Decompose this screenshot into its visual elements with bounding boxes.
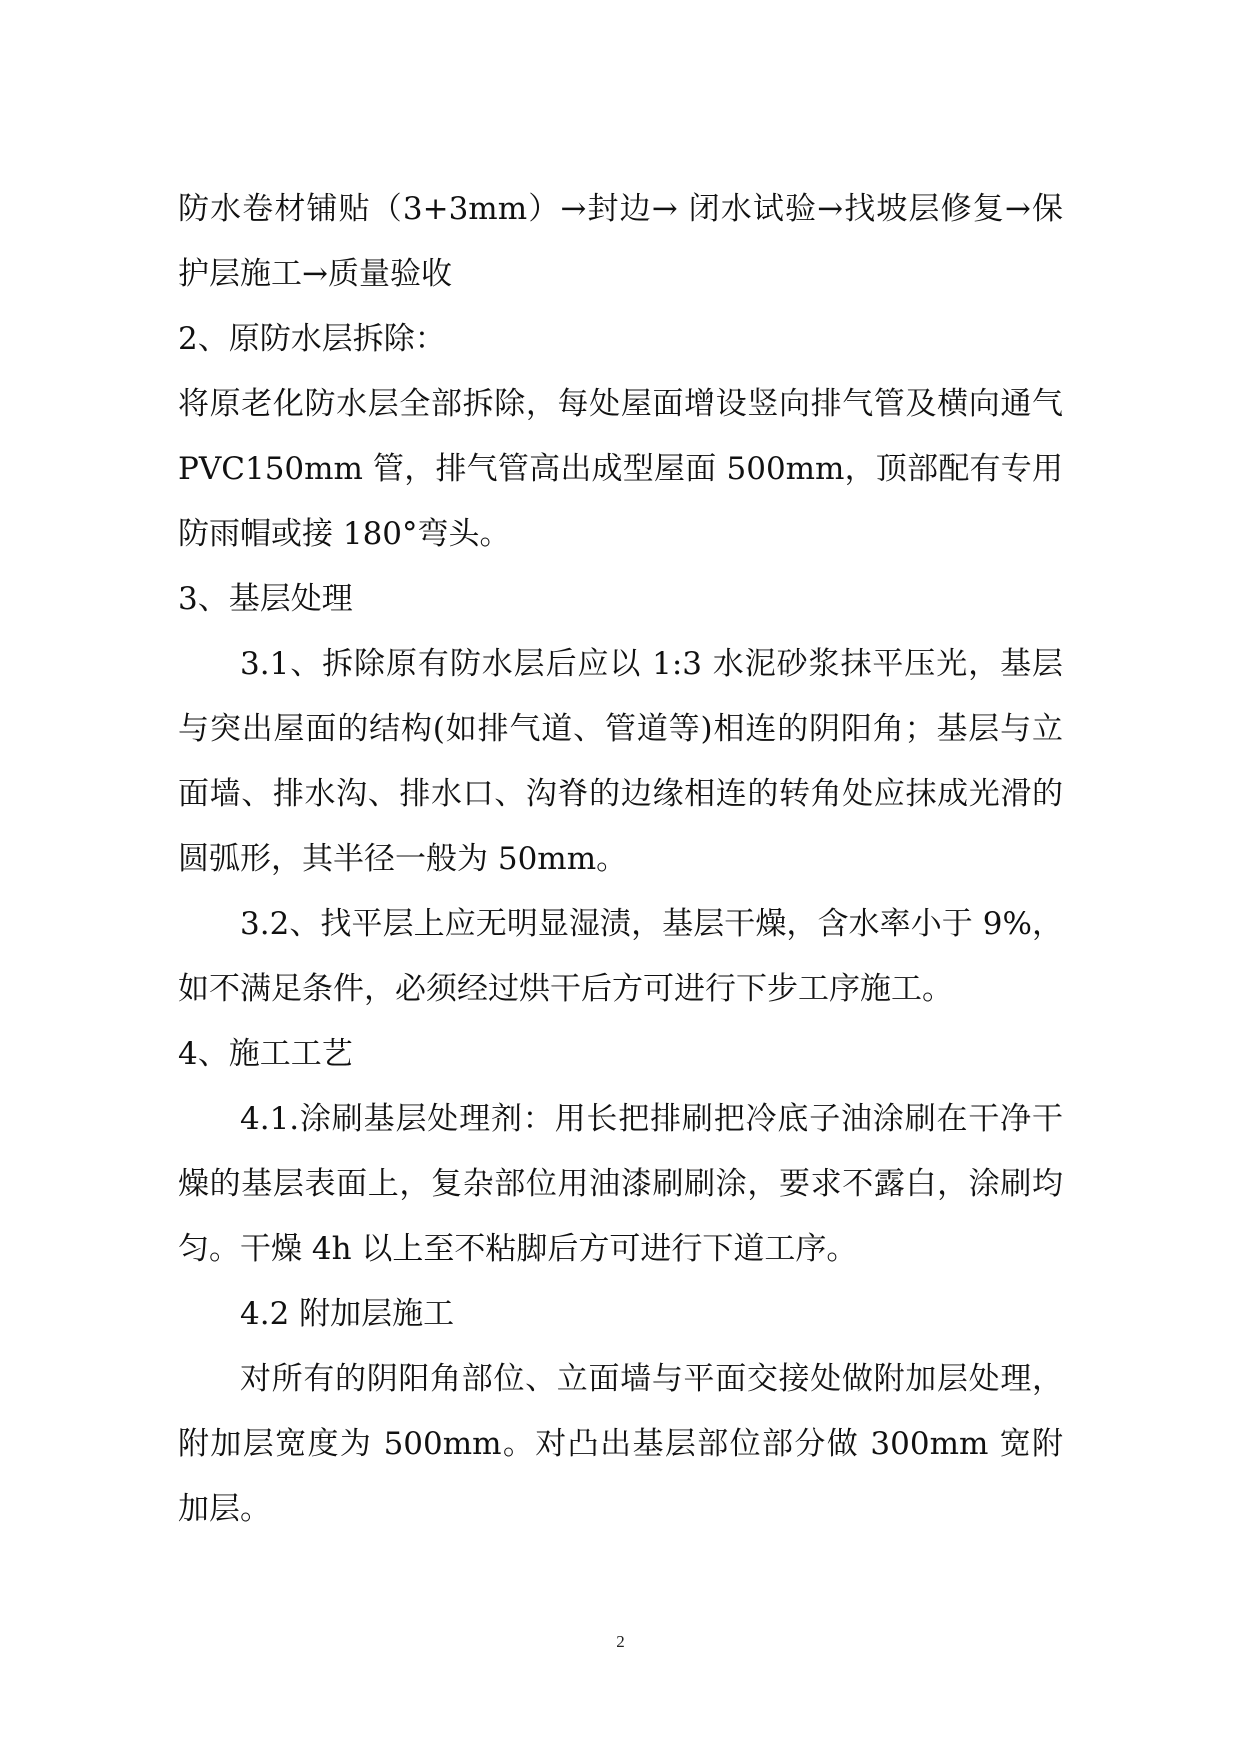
section-heading-2: 2、原防水层拆除：	[178, 321, 446, 357]
paragraph-4-2-body: 对所有的阴阳角部位、立面墙与平面交接处做附加层处理，附加层宽度为 500mm。对凸出基层部位部分做 300mm 宽附加层。	[178, 1361, 1063, 1527]
paragraph-3-2: 3.2、找平层上应无明显湿渍，基层干燥，含水率小于 9%，如不满足条件，必须经过烘干后方可进行下步工序施工。	[178, 906, 1063, 1007]
subheading-4-2: 4.2 附加层施工	[240, 1296, 455, 1332]
process-flow-line: 防水卷材铺贴（3+3mm）→封边→ 闭水试验→找坡层修复→保护层施工→质量验收	[178, 191, 1063, 292]
paragraph-4-1: 4.1.涂刷基层处理剂：用长把排刷把冷底子油涂刷在干净干燥的基层表面上，复杂部位用油漆刷刷涂，要求不露白，涂刷均匀。干燥 4h 以上至不粘脚后方可进行下道工序。	[178, 1101, 1063, 1267]
paragraph-3-1: 3.1、拆除原有防水层后应以 1:3 水泥砂浆抹平压光，基层与突出屋面的结构(如排气道、管道等)相连的阴阳角；基层与立面墙、排水沟、排水口、沟脊的边缘相连的转角处应抹成光滑的圆弧形，其半径一般为 50mm。	[178, 646, 1063, 877]
page-number: 2	[616, 1632, 625, 1651]
document-body	[178, 177, 1063, 1542]
section-heading-4: 4、施工工艺	[178, 1036, 353, 1072]
demolition-paragraph: 将原老化防水层全部拆除，每处屋面增设竖向排气管及横向通气 PVC150mm 管，排气管高出成型屋面 500mm，顶部配有专用防雨帽或接 180°弯头。	[178, 386, 1063, 552]
section-heading-3: 3、基层处理	[178, 581, 353, 617]
